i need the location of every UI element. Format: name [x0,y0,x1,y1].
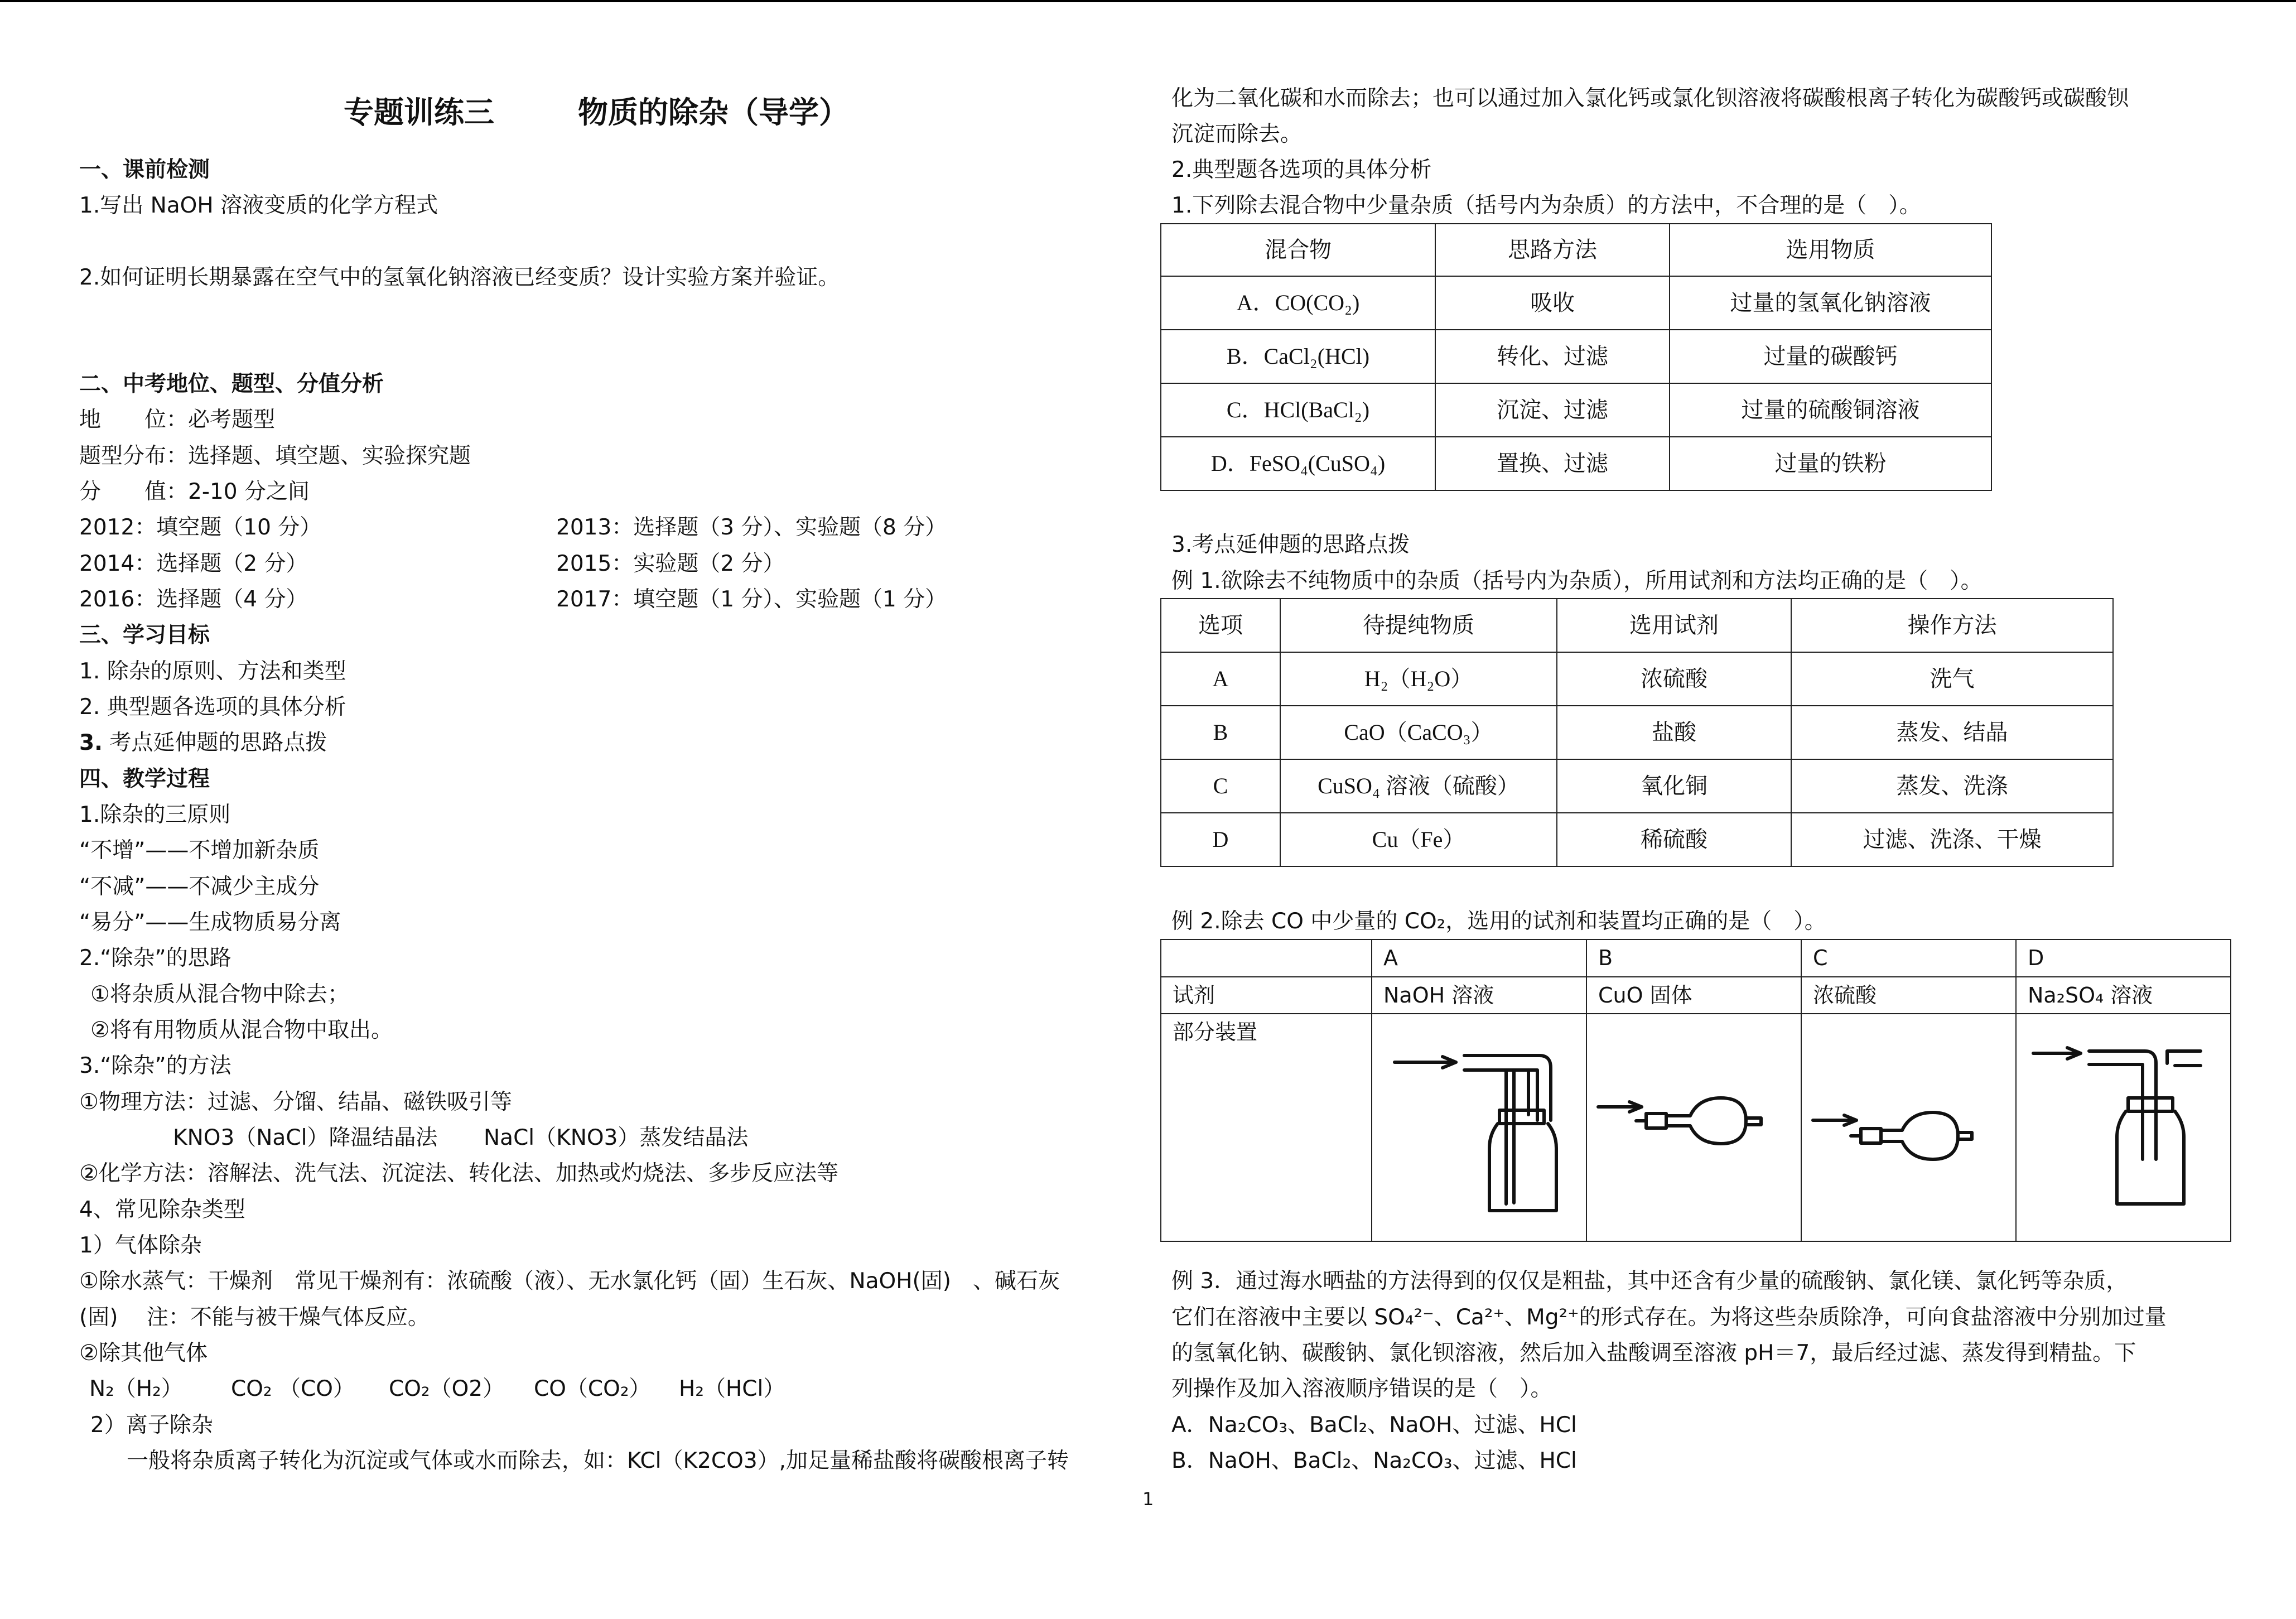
chemical-methods: ②化学方法：溶解法、洗气法、沉淀法、转化法、加热或灼烧法、多步反应法等 [79,1161,838,1186]
table-row [1161,977,2231,1014]
table-header-cell: D [2016,939,2231,977]
page-number: 1 [1142,1488,1154,1510]
page-top-border [0,0,2296,2]
drying-tube-icon [1587,1014,1801,1230]
table-cell: 转化、过滤 [1435,330,1670,383]
example-3-line2: 它们在溶液中主要以 SO₄²⁻、Ca²⁺、Mg²⁺的形式存在。为将这些杂质除净，可向食盐溶液中分别加过量 [1171,1305,2167,1330]
table-row [1161,224,1991,276]
table-row [1161,276,1991,330]
principle-1: “不增”——不增加新杂质 [79,838,320,863]
table-cell: A [1161,652,1280,706]
device-b-cell [1586,1014,1801,1241]
other-gas-heading: ②除其他气体 [79,1341,208,1366]
principles-heading: 1.除杂的三原则 [79,802,231,827]
table-cell: 浓硫酸 [1557,652,1791,706]
page-title [344,95,849,131]
table-row [1161,437,1991,490]
extension-heading: 3.考点延伸题的思路点拨 [1171,532,1410,557]
device-label: 部分装置 [1161,1014,1372,1241]
year-2016: 2016：选择题（4 分） [79,587,308,612]
section2-heading: 二、中考地位、题型、分值分析 [79,372,384,397]
table-cell: 稀硫酸 [1557,813,1791,866]
table-cell: 过量的铁粉 [1670,437,1991,490]
title-part2: 物质的除杂（导学） [578,95,849,130]
table-header-cell: 选用物质 [1670,224,1991,276]
table-cell: C．HCl(BaCl₂) [1161,383,1435,437]
reagent-c: 浓硫酸 [1801,977,2016,1014]
table-header-cell: 操作方法 [1791,599,2113,652]
table-row [1161,652,2113,706]
table-header-cell: A [1372,939,1586,977]
gas-pair-3: CO₂（O2） [389,1376,505,1401]
year-2013: 2013：选择题（3 分）、实验题（8 分） [556,515,947,540]
reagent-b: CuO 固体 [1586,977,1801,1014]
gas-pair-1: N₂（H₂） [89,1376,183,1401]
dry-water-line1: ①除水蒸气：干燥剂 常见干燥剂有：浓硫酸（液）、无水氯化钙（固）生石灰、NaOH(固) 、碱石灰 [79,1269,1060,1294]
table-cell: 吸收 [1435,276,1670,330]
device-a-cell [1372,1014,1586,1241]
table-header-cell: C [1801,939,2016,977]
table-cell: H₂（H₂O） [1280,652,1557,706]
table-row [1161,939,2231,977]
table-header-cell: 选用试剂 [1557,599,1791,652]
reagent-a: NaOH 溶液 [1372,977,1586,1014]
table-cell: 置换、过滤 [1435,437,1670,490]
nacl-method: NaCl（KNO3）蒸发结晶法 [484,1125,749,1150]
s2-position: 地 位：必考题型 [79,407,276,432]
table-cell: 洗气 [1791,652,2113,706]
table-cell: CaO（CaCO₃） [1280,706,1557,759]
ion-removal-text: 一般将杂质离子转化为沉淀或气体或水而除去，如：KCl（K2CO3）,加足量稀盐酸将碳酸根离子转 [127,1448,1069,1473]
approach-2: ②将有用物质从混合物中取出。 [90,1018,393,1043]
table-cell: 沉淀、过滤 [1435,383,1670,437]
methods-heading: 3.“除杂”的方法 [79,1053,231,1078]
table-header-cell [1161,939,1372,977]
device-c-cell [1801,1014,2016,1241]
analysis-heading: 2.典型题各选项的具体分析 [1171,157,1432,182]
principle-3: “易分”——生成物质易分离 [79,910,341,935]
table-header-cell: B [1586,939,1801,977]
table-row [1161,383,1991,437]
table-cell: D [1161,813,1280,866]
s1-question1: 1.写出 NaOH 溶液变质的化学方程式 [79,193,438,218]
gas-removal-heading: 1）气体除杂 [79,1233,202,1258]
example-2: 例 2.除去 CO 中少量的 CO₂，选用的试剂和装置均正确的是（ ）。 [1171,909,1826,934]
example-1: 例 1.欲除去不纯物质中的杂质（括号内为杂质），所用试剂和方法均正确的是（ ）。 [1171,568,1983,594]
approach-heading: 2.“除杂”的思路 [79,946,231,971]
gas-washing-bottle-icon [1372,1014,1586,1230]
s2-types: 题型分布：选择题、填空题、实验探究题 [79,444,471,469]
reagent-label: 试剂 [1161,977,1372,1014]
title-part1: 专题训练三 [344,95,494,130]
physical-methods: ①物理方法：过滤、分馏、结晶、磁铁吸引等 [79,1090,512,1115]
table-cell: 过量的氢氧化钠溶液 [1670,276,1991,330]
table-header-cell: 待提纯物质 [1280,599,1557,652]
section4-heading: 四、教学过程 [79,767,210,792]
table-header-cell: 选项 [1161,599,1280,652]
section3-heading: 三、学习目标 [79,623,210,648]
table-example-2 [1160,939,2231,1242]
table-cell: 蒸发、结晶 [1791,706,2113,759]
table-cell: 过量的硫酸铜溶液 [1670,383,1991,437]
drying-tube-icon [1802,1014,2015,1230]
goal-3-text: 考点延伸题的思路点拨 [102,730,327,755]
year-2017: 2017：填空题（1 分）、实验题（1 分） [556,587,947,612]
gas-pair-4: CO（CO₂） [534,1376,651,1401]
goal-1: 1. 除杂的原则、方法和类型 [79,659,346,684]
goal-3 [79,725,327,762]
goal-3-number: 3. [79,730,103,755]
example-3-line4: 列操作及加入溶液顺序错误的是（ ）。 [1171,1376,1552,1401]
approach-1: ①将杂质从混合物中除去； [90,982,349,1007]
gas-pair-2: CO₂ （CO） [231,1376,355,1401]
s1-question2: 2.如何证明长期暴露在空气中的氢氧化钠溶液已经变质？设计实验方案并验证。 [79,265,840,290]
continued-line2: 沉淀而除去。 [1171,122,1303,147]
section1-heading: 一、课前检测 [79,157,210,182]
continued-line1: 化为二氧化碳和水而除去；也可以通过加入氯化钙或氯化钡溶液将碳酸根离子转化为碳酸钙或碳酸钡 [1171,86,2129,111]
table-cell: A．CO(CO₂) [1161,276,1435,330]
table-cell: B [1161,706,1280,759]
table-cell: D．FeSO₄(CuSO₄) [1161,437,1435,490]
example-3-line3: 的氢氧化钠、碳酸钠、氯化钡溶液，然后加入盐酸调至溶液 pH＝7，最后经过滤、蒸发得到精盐。下 [1171,1341,2136,1366]
table-row [1161,599,2113,652]
table-cell: B．CaCl₂(HCl) [1161,330,1435,383]
ion-removal-heading: 2）离子除杂 [90,1413,213,1438]
device-d-cell [2016,1014,2231,1241]
table-cell: 蒸发、洗涤 [1791,759,2113,813]
option-b: B．NaOH、BaCl₂、Na₂CO₃、过滤、HCl [1171,1448,1577,1473]
table-row [1161,706,2113,759]
option-a: A．Na₂CO₃、BaCl₂、NaOH、过滤、HCl [1171,1413,1577,1438]
table-cell: 过滤、洗涤、干燥 [1791,813,2113,866]
year-2014: 2014：选择题（2 分） [79,551,308,576]
kno3-method: KNO3（NaCl）降温结晶法 [173,1125,438,1150]
s2-score: 分 值：2-10 分之间 [79,479,310,504]
year-2015: 2015：实验题（2 分） [556,551,785,576]
table-cell: C [1161,759,1280,813]
types-heading: 4、常见除杂类型 [79,1197,245,1222]
gas-pair-5: H₂（HCl） [679,1376,785,1401]
dry-water-line2: (固) 注：不能与被干燥气体反应。 [79,1305,430,1330]
table-row [1161,330,1991,383]
table-question-1 [1160,223,1992,491]
goal-2: 2. 典型题各选项的具体分析 [79,695,346,720]
table-cell: Cu（Fe） [1280,813,1557,866]
table-header-cell: 混合物 [1161,224,1435,276]
table-cell: CuSO₄ 溶液（硫酸） [1280,759,1557,813]
gas-washing-bottle-icon [2017,1014,2230,1230]
table-cell: 盐酸 [1557,706,1791,759]
example-3-line1: 例 3．通过海水晒盐的方法得到的仅仅是粗盐，其中还含有少量的硫酸钠、氯化镁、氯化钙等杂质， [1171,1269,2128,1294]
table-header-cell: 思路方法 [1435,224,1670,276]
question-1: 1.下列除去混合物中少量杂质（括号内为杂质）的方法中，不合理的是（ ）。 [1171,193,1921,218]
table-cell: 过量的碳酸钙 [1670,330,1991,383]
principle-2: “不减”——不减少主成分 [79,874,320,899]
table-row [1161,813,2113,866]
table-cell: 氧化铜 [1557,759,1791,813]
table-row [1161,1014,2231,1241]
table-row [1161,759,2113,813]
reagent-d: Na₂SO₄ 溶液 [2016,977,2231,1014]
year-2012: 2012：填空题（10 分） [79,515,322,540]
table-example-1 [1160,598,2114,867]
